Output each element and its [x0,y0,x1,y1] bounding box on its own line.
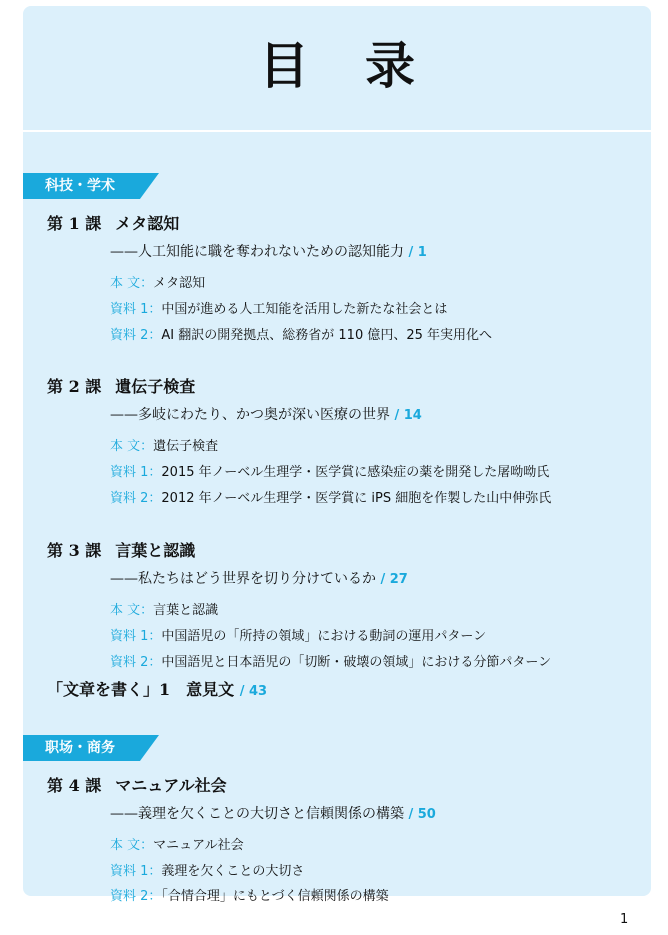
lesson-3-heading[interactable] [47,538,195,561]
lesson-4-material-1 [110,860,304,879]
lesson-4-subtitle [110,803,436,823]
lesson-2-subtitle [110,404,422,424]
material-label: 資料 1： [110,302,162,317]
material-text: 2015 年ノーベル生理学・医学賞に感染症の薬を開発した屠呦呦氏 [161,465,550,480]
material-text: 遺伝子検査 [153,439,219,454]
lesson-title: 言葉と認識 [115,541,196,560]
material-text: 言葉と認識 [153,603,219,618]
lesson-3-material-main [110,599,218,618]
material-text: 2012 年ノーベル生理学・医学賞に iPS 細胞を作製した山中伸弥氏 [161,491,552,506]
material-label: 資料 1： [110,629,162,644]
essay-heading[interactable] [47,677,267,700]
material-label: 資料 1： [110,465,162,480]
lesson-1-material-main [110,272,205,291]
lesson-title: マニュアル社会 [115,776,227,795]
page-ref[interactable]: / 43 [239,684,268,699]
section-label: 科技・学术 [45,178,115,194]
lesson-4-material-main [110,834,244,853]
section-tab-business [23,735,115,761]
page-ref[interactable]: / 1 [408,245,427,260]
material-label: 資料 2： [110,328,162,343]
essay-title: 「文章を書く」1 意見文 [47,680,235,699]
lesson-1-heading[interactable] [47,211,179,234]
material-text: メタ認知 [153,276,206,291]
lesson-3-material-2 [110,651,551,670]
material-label: 本 文： [110,439,154,454]
material-text: マニュアル社会 [153,838,244,853]
lesson-3-material-1 [110,625,486,644]
material-label: 資料 1： [110,864,162,879]
section-tab-science [23,173,115,199]
page-ref[interactable]: / 50 [408,807,436,822]
lesson-2-material-1 [110,461,549,480]
subtitle-text: ——人工知能に職を奪われないための認知能力 [110,244,404,260]
page-ref[interactable]: / 27 [380,572,408,587]
material-text: 中国語児と日本語児の「切断・破壊の領域」における分節パターン [161,655,552,670]
material-label: 本 文： [110,276,154,291]
material-text: 中国が進める人工知能を活用した新たな社会とは [161,302,448,317]
lesson-number: 第 3 課 [47,541,102,560]
lesson-4-material-2 [110,885,389,904]
material-label: 資料 2： [110,491,162,506]
section-label: 职场・商务 [45,740,115,756]
lesson-number: 第 4 課 [47,776,102,795]
page-number: 1 [620,912,629,927]
page-ref[interactable]: / 14 [394,408,422,423]
material-label: 資料 2： [110,655,162,670]
lesson-number: 第 1 課 [47,214,102,233]
material-text: 義理を欠くことの大切さ [161,864,305,879]
lesson-2-heading[interactable] [47,374,195,397]
material-text: AI 翻訳の開発拠点、総務省が 110 億円、25 年実用化へ [161,328,493,343]
lesson-1-material-1 [110,298,447,317]
lesson-1-material-2 [110,324,492,343]
toc-panel [23,6,651,904]
subtitle-text: ——義理を欠くことの大切さと信頼関係の構築 [110,806,404,822]
material-label: 本 文： [110,838,154,853]
lesson-title: 遺伝子検査 [115,377,196,396]
lesson-number: 第 2 課 [47,377,102,396]
subtitle-text: ——多岐にわたり、かつ奥が深い医療の世界 [110,407,390,423]
title-band [23,6,651,132]
page-title: 目录 [259,36,471,95]
lesson-title: メタ認知 [115,214,180,233]
lesson-2-material-2 [110,487,551,506]
material-text: 中国語児の「所持の領域」における動詞の運用パターン [161,629,487,644]
material-text: 「合情合理」にもとづく信頼関係の構築 [161,889,389,904]
lesson-4-heading[interactable] [47,773,227,796]
material-label: 資料 2： [110,889,162,904]
material-label: 本 文： [110,603,154,618]
lesson-1-subtitle [110,241,427,261]
subtitle-text: ——私たちはどう世界を切り分けているか [110,571,376,587]
lesson-2-material-main [110,435,218,454]
lesson-3-subtitle [110,568,408,588]
